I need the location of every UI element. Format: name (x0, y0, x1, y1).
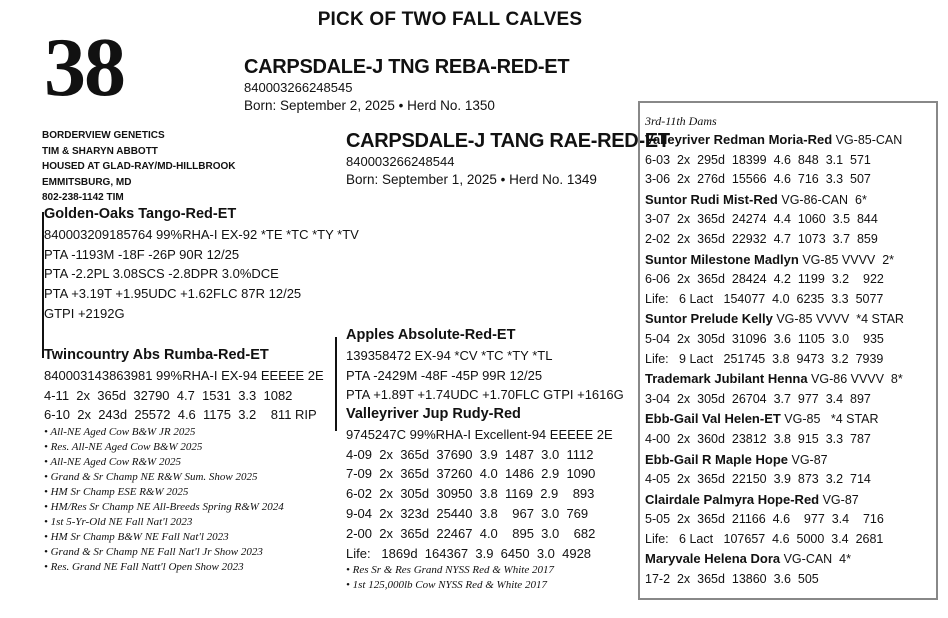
ancestor-dam-record: 3-07 2x 365d 24274 4.4 1060 3.5 844 (645, 212, 878, 227)
maternal-sire-block (346, 326, 624, 405)
dam-honor: • 1st 5-Yr-Old NE Fall Nat'l 2023 (44, 516, 193, 529)
calf-2-born: Born: September 1, 2025 • Herd No. 1349 (346, 172, 597, 187)
seller-line: 802-238-1142 TIM (42, 192, 124, 203)
granddam-line: 4-09 2x 365d 37690 3.9 1487 3.0 1112 (346, 446, 594, 462)
ancestor-dam-classification: VG-85-CAN (832, 133, 903, 147)
maternal-sire-name: Apples Absolute-Red-ET (346, 327, 516, 343)
granddam-honor: • Res Sr & Res Grand NYSS Red & White 2017 (346, 564, 554, 577)
dam-name: Twincountry Abs Rumba-Red-ET (44, 347, 269, 363)
sire-line: 840003209185764 99%RHA-I EX-92 *TE *TC *TY *TV (44, 226, 359, 242)
granddam-name: Valleyriver Jup Rudy-Red (346, 406, 521, 422)
sire-line: GTPI +2192G (44, 305, 125, 321)
granddam-line: Life: 1869d 164367 3.9 6450 3.0 4928 (346, 545, 592, 561)
dam-entry-name (645, 309, 904, 330)
dam-honor: • All-NE Aged Cow B&W JR 2025 (44, 426, 196, 439)
ancestor-dam-record: 2-02 2x 365d 22932 4.7 1073 3.7 859 (645, 231, 878, 246)
dams-list (645, 113, 904, 590)
dam-honor: • Res. Grand NE Fall Natt'l Open Show 2023 (44, 561, 244, 574)
ancestor-dam-classification: VG-CAN 4* (780, 552, 851, 567)
ancestor-dam-record: Life: 6 Lact 107657 4.6 5000 3.4 2681 (645, 531, 884, 546)
granddam-block (346, 405, 613, 593)
banner-title: PICK OF TWO FALL CALVES (317, 9, 583, 30)
dam-block (44, 346, 324, 575)
calf-1-born: Born: September 2, 2025 • Herd No. 1350 (244, 98, 495, 113)
dams-caption: 3rd-11th Dams (645, 114, 717, 128)
calf-1-name: CARPSDALE-J TNG REBA-RED-ET (244, 56, 570, 78)
dam-entry-name (645, 369, 904, 390)
dams-box (638, 101, 938, 600)
dam-entry-name (645, 190, 904, 211)
dam-line: 6-10 2x 243d 25572 4.6 1175 3.2 811 RIP (44, 407, 317, 423)
ancestor-dam-record: 5-04 2x 305d 31096 3.6 1105 3.0 935 (645, 331, 884, 346)
ancestor-dam-name: Valleyriver Redman Moria-Red (645, 132, 833, 147)
dam-entry-name (645, 409, 904, 430)
ancestor-dam-record: 3-04 2x 305d 26704 3.7 977 3.4 897 (645, 391, 871, 406)
dam-entry-name (645, 130, 904, 151)
ancestor-dam-record: Life: 6 Lact 154077 4.0 6235 3.3 5077 (645, 291, 884, 306)
seller-line: HOUSED AT GLAD-RAY/MD-HILLBROOK (42, 161, 236, 172)
maternal-sire-line: PTA +1.89T +1.74UDC +1.70FLC GTPI +1616G (346, 387, 624, 403)
ancestor-dam-record: 4-05 2x 365d 22150 3.9 873 3.2 714 (645, 472, 871, 487)
ancestor-dam-classification: VG-85 VVVV *4 STAR (772, 312, 904, 327)
sire-line: PTA -1193M -18F -26P 90R 12/25 (44, 246, 240, 262)
ancestor-dam-name: Maryvale Helena Dora (645, 551, 781, 567)
ancestor-dam-name: Ebb-Gail Val Helen-ET (645, 411, 781, 427)
ancestor-dam-name: Suntor Rudi Mist-Red (645, 191, 778, 207)
dam-entry-name (645, 549, 904, 570)
ancestor-dam-record: 4-00 2x 360d 23812 3.8 915 3.3 787 (645, 431, 871, 446)
ancestor-dam-classification: VG-87 (819, 492, 859, 507)
ancestor-dam-name: Clairdale Palmyra Hope-Red (645, 491, 820, 507)
seller-line: TIM & SHARYN ABBOTT (42, 145, 158, 157)
seller-info (42, 128, 236, 206)
dam-honor: • HM Sr Champ B&W NE Fall Nat'l 2023 (44, 531, 229, 544)
dam-honor: • Res. All-NE Aged Cow B&W 2025 (44, 441, 203, 454)
maternal-sire-line: PTA -2429M -48F -45P 99R 12/25 (346, 367, 543, 383)
granddam-line: 9745247C 99%RHA-I Excellent-94 EEEEE 2E (346, 426, 613, 442)
pedigree-bracket (335, 337, 337, 431)
ancestor-dam-name: Suntor Prelude Kelly (645, 311, 773, 327)
granddam-line: 7-09 2x 365d 37260 4.0 1486 2.9 1090 (346, 466, 596, 482)
ancestor-dam-record: Life: 9 Lact 251745 3.8 9473 3.2 7939 (645, 351, 884, 366)
ancestor-dam-record: 3-06 2x 276d 15566 4.6 716 3.3 507 (645, 172, 871, 187)
seller-line: BORDERVIEW GENETICS (42, 130, 165, 141)
calf-1 (244, 55, 569, 115)
calf-2 (346, 129, 670, 189)
ancestor-dam-classification: VG-85 VVVV 2* (798, 252, 895, 267)
sire-name: Golden-Oaks Tango-Red-ET (44, 206, 237, 222)
dam-honor: • Grand & Sr Champ NE Fall Nat'l Jr Show 2023 (44, 546, 263, 559)
granddam-honor: • 1st 125,000lb Cow NYSS Red & White 2017 (346, 579, 547, 592)
ancestor-dam-record: 6-06 2x 365d 28424 4.2 1199 3.2 922 (645, 272, 884, 287)
dam-entry-name (645, 250, 904, 271)
ancestor-dam-name: Ebb-Gail R Maple Hope (645, 451, 789, 467)
granddam-line: 9-04 2x 323d 25440 3.8 967 3.0 769 (346, 505, 589, 521)
ancestor-dam-record: 6-03 2x 295d 18399 4.6 848 3.1 571 (645, 152, 871, 167)
ancestor-dam-classification: VG-86 VVVV 8* (807, 372, 903, 387)
ancestor-dam-classification: VG-86-CAN 6* (777, 192, 867, 207)
sire-block (44, 205, 359, 324)
ancestor-dam-classification: VG-87 (788, 452, 828, 467)
dam-honor: • All-NE Aged Cow R&W 2025 (44, 456, 181, 469)
sire-line: PTA -2.2PL 3.08SCS -2.8DPR 3.0%DCE (44, 266, 279, 282)
calf-2-reg: 840003266248544 (346, 154, 455, 169)
sire-line: PTA +3.19T +1.95UDC +1.62FLC 87R 12/25 (44, 286, 302, 302)
dam-honor: • HM/Res Sr Champ NE All-Breeds Spring R&W 2024 (44, 501, 284, 514)
dam-entry-name (645, 450, 904, 471)
dam-line: 840003143863981 99%RHA-I EX-94 EEEEE 2E (44, 367, 324, 383)
ancestor-dam-name: Suntor Milestone Madlyn (645, 251, 799, 267)
lot-number: 38 (44, 21, 124, 114)
dam-entry-name (645, 490, 904, 511)
dam-line: 4-11 2x 365d 32790 4.7 1531 3.3 1082 (44, 387, 293, 403)
ancestor-dam-record: 5-05 2x 365d 21166 4.6 977 3.4 716 (645, 512, 884, 527)
seller-line: EMMITSBURG, MD (42, 176, 132, 188)
ancestor-dam-classification: VG-85 *4 STAR (780, 412, 879, 427)
calf-2-name: CARPSDALE-J TANG RAE-RED-ET (346, 130, 670, 152)
granddam-line: 6-02 2x 305d 30950 3.8 1169 2.9 893 (346, 486, 595, 502)
ancestor-dam-record: 17-2 2x 365d 13860 3.6 505 (645, 572, 819, 587)
dam-honor: • Grand & Sr Champ NE R&W Sum. Show 2025 (44, 471, 258, 484)
dam-honor: • HM Sr Champ ESE R&W 2025 (44, 486, 189, 499)
calf-1-reg: 840003266248545 (244, 80, 353, 95)
ancestor-dam-name: Trademark Jubilant Henna (645, 371, 808, 387)
maternal-sire-line: 139358472 EX-94 *CV *TC *TY *TL (346, 347, 553, 363)
granddam-line: 2-00 2x 365d 22467 4.0 895 3.0 682 (346, 525, 596, 541)
